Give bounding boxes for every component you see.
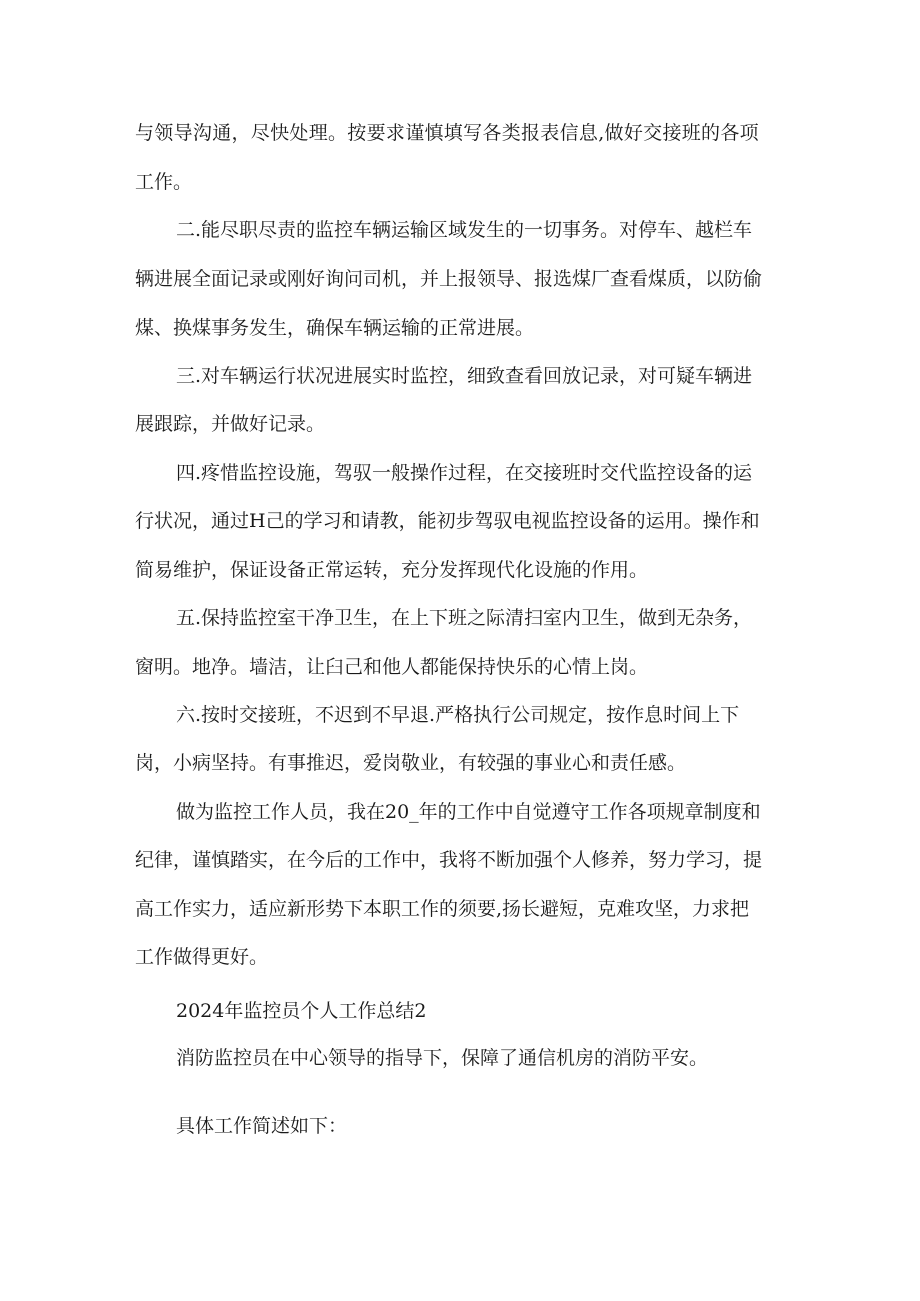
paragraph-line: 三.对车辆运行状况进展实时监控，细致查看回放记录，对可疑车辆进 xyxy=(176,365,753,387)
paragraph-line: 二.能尽职尽责的监控车辆运输区域发生的一切事务。对停车、越栏车 xyxy=(176,219,753,241)
paragraph-line: 五.保持监控室干净卫生，在上下班之际清扫室内卫生，做到无杂务， xyxy=(176,607,753,629)
paragraph-line: 高工作实力，适应新形势下本职工作的须要,扬长避短，克难攻坚，力求把 xyxy=(135,898,750,920)
paragraph-line: 窗明。地净。墙洁，让臼己和他人都能保持快乐的心情上岗。 xyxy=(135,656,649,678)
paragraph-line: 工作。 xyxy=(135,171,193,193)
subheading: 具体工作简述如下： xyxy=(176,1115,348,1137)
intro-paragraph: 消防监控员在中心领导的指导下，保障了通信机房的消防平安。 xyxy=(176,1047,709,1069)
section-title: 2024年监控员个人工作总结2 xyxy=(176,1000,427,1022)
paragraph-line: 辆进展全面记录或刚好询问司机，并上报领导、报选煤厂查看煤质，以防偷 xyxy=(135,268,763,290)
paragraph-line: 简易维护，保证设备正常运转，充分发挥现代化设施的作用。 xyxy=(135,559,649,581)
paragraph-line: 四.疼惜监控设施，驾驭一般操作过程，在交接班时交代监控设备的运 xyxy=(176,462,753,484)
paragraph-line: 纪律，谨慎踏实，在今后的工作中，我将不断加强个人修养，努力学习，提 xyxy=(135,849,763,871)
paragraph-line: 六.按时交接班，不迟到不早退.严格执行公司规定，按作息时间上下 xyxy=(176,704,740,726)
paragraph-line: 行状况，通过H己的学习和请教，能初步驾驭电视监控设备的运用。操作和 xyxy=(135,510,760,532)
paragraph-line: 煤、换煤事务发生，确保车辆运输的正常进展。 xyxy=(135,317,535,339)
paragraph-line: 岗，小病坚持。有事推迟，爱岗敬业，有较强的事业心和责任感。 xyxy=(135,752,687,774)
paragraph-line: 展跟踪，并做好记录。 xyxy=(135,413,326,435)
paragraph-line: 工作做得更好。 xyxy=(135,946,269,968)
paragraph-line: 与领导沟通，尽快处理。按要求谨慎填写各类报表信息,做好交接班的各项 xyxy=(135,122,759,144)
paragraph-line: 做为监控工作人员，我在20_年的工作中自觉遵守工作各项规章制度和 xyxy=(176,801,761,823)
